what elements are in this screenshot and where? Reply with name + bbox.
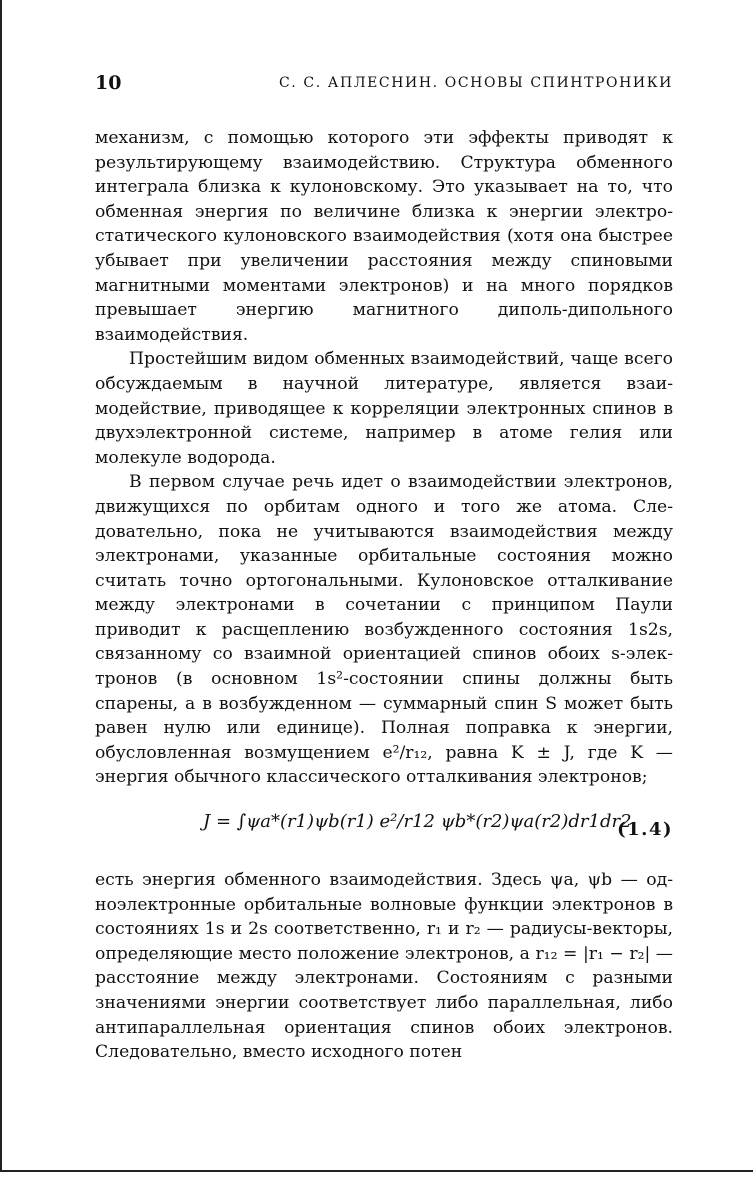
- paragraph-2: Простейшим видом обменных взаимодействий, чаще всего обсуждаемым в научной литературе, является взаимодействие, приводящее к корреляции электронных спинов в двухэлектронной системе, например в атоме гелия или молекуле водорода.: [95, 349, 673, 468]
- page-header: [95, 72, 673, 96]
- equation-block: [95, 798, 673, 864]
- running-title: С. С. АПЛЕСНИН. ОСНОВЫ СПИНТРОНИКИ: [278, 75, 673, 91]
- paragraph-3: В первом случае речь идет о взаимодействии электронов, движущихся по орбитам одного и того же атома. Следовательно, пока не учитываются взаимодействия между электронами, указанные орбитальные состояния можно считать точно ортогональными. Кулоновское отталкивание между электронами в сочетании с принципом Паули приводит к расщеплению возбужденного состояния 1s2s, связанному со взаимной ориентацией спинов обоих s-электронов (в основном 1s²-состоянии спины должны быть спарены, а в возбужденном — суммарный спин S может быть равен нулю или единице). Полная поправка к энергии, обусловленная возмущением e²/r₁₂, равна K ± J, где K — энергия обычного классического отталкивания электронов;: [95, 472, 673, 788]
- paragraph-1: механизм, с помощью которого эти эффекты приводят к результирующему взаимодействию. Структура обменного интеграла близка к кулоновскому. Это указывает на то, что обменная энергия по величине близка к энергии электростатического кулоновского взаимодействия (хотя она быстрее убывает при увеличении расстояния между спиновыми магнитными моментами электронов) и на много порядков превышает энергию магнитного диполь-дипольного взаимодействия.: [95, 128, 673, 345]
- page-number: 10: [95, 72, 122, 94]
- equation-formula: J = ∫ψa*(r1)ψb(r1) e²/r12 ψb*(r2)ψa(r2)dr1dr2: [203, 811, 632, 833]
- body-text: [95, 126, 673, 1065]
- equation-number: (1.4): [617, 819, 673, 841]
- paragraph-4: есть энергия обменного взаимодействия. Здесь ψa, ψb — одноэлектронные орбитальные волновые функции электронов в состояниях 1s и 2s соответственно, r₁ и r₂ — радиусы-векторы, определяющие место положение электронов, а r₁₂ = |r₁ − r₂| — расстояние между электронами. Состояниям с разными значениями энергии соответствует либо параллельная, либо антипараллельная ориентация спинов обоих электронов. Следовательно, вместо исходного потен: [95, 870, 673, 1063]
